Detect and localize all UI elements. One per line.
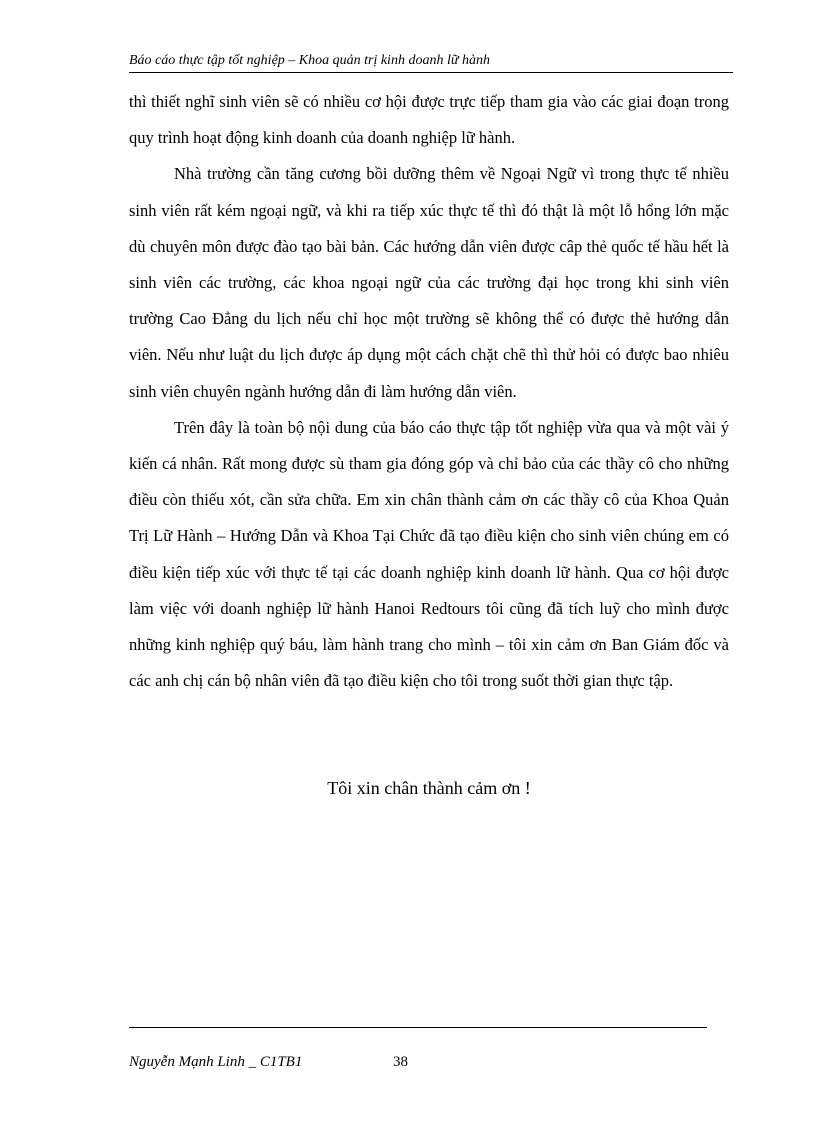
body-text: [129, 84, 729, 699]
page-number: 38: [393, 1054, 408, 1070]
closing-line: Tôi xin chân thành cảm ơn !: [327, 778, 531, 798]
paragraph: thì thiết nghĩ sinh viên sẽ có nhiều cơ hội được trực tiếp tham gia vào các giai đoạn trong quy trình hoạt động kinh doanh của doanh nghiệp lữ hành.: [129, 92, 729, 148]
footer-author: Nguyễn Mạnh Linh _ C1TB1: [129, 1054, 303, 1070]
footer-divider: [129, 1027, 707, 1028]
paragraph: Trên đây là toàn bộ nội dung của báo cáo thực tập tốt nghiệp vừa qua và một vài ý kiến cá nhân. Rất mong được sù tham gia đóng góp và chỉ bảo của các thầy cô cho những điều còn thiếu xót, cần sửa chữa. Em xin chân thành cảm ơn các thầy cô của Khoa Quản Trị Lữ Hành – Hướng Dẫn và Khoa Tại Chức đã tạo điều kiện cho sinh viên chúng em có điều kiện tiếp xúc với thực tế tại các doanh nghiệp kinh doanh lữ hành. Qua cơ hội được làm việc với doanh nghiệp lữ hành Hanoi Redtours tôi cũng đã tích luỹ cho mình được những kinh nghiệp quý báu, làm hành trang cho mình – tôi xin cảm ơn Ban Giám đốc và các anh chị cán bộ nhân viên đã tạo điều kiện cho tôi trong suốt thời gian thực tập.: [129, 417, 729, 691]
paragraph: Nhà trường cần tăng cương bồi dưỡng thêm về Ngoại Ngữ vì trong thực tế nhiều sinh viên rất kém ngoại ngữ, và khi ra tiếp xúc thực tế thì đó thật là một lỗ hổng lớn mặc dù chuyên môn được đào tạo bài bản. Các hướng dẫn viên được câp thẻ quốc tế hầu hết là sinh viên các trường, các khoa ngoại ngữ của các trường đại học trong khi sinh viên trường Cao Đẳng du lịch nếu chỉ học một trường sẽ không thể có được thẻ hướng dẫn viên. Nếu như luật du lịch được áp dụng một cách chặt chẽ thì thử hỏi có được bao nhiêu sinh viên chuyên ngành hướng dẫn đi làm hướng dẫn viên.: [129, 164, 729, 401]
page-footer: [129, 1052, 707, 1072]
header-title: Báo cáo thực tập tốt nghiệp – Khoa quản trị kinh doanh lữ hành: [129, 53, 490, 68]
page-header: [129, 52, 733, 73]
